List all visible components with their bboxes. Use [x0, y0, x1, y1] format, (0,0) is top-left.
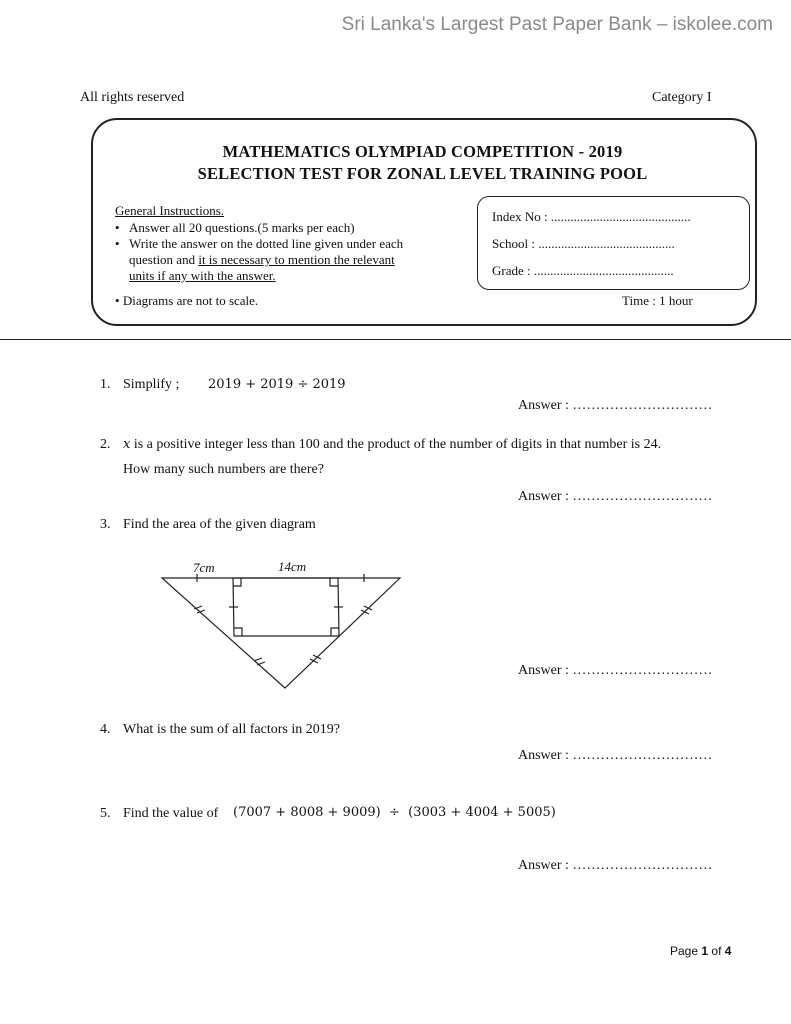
footer-page-total: 4: [724, 944, 732, 958]
question-number: 1.: [100, 377, 111, 392]
question-number: 3.: [100, 517, 111, 532]
school-field[interactable]: School : ..........................................: [492, 236, 675, 251]
tick-mark: [254, 658, 262, 661]
instruction-emphasis: units if any with the answer.: [129, 268, 276, 283]
question-text: [123, 437, 661, 453]
question-math: (7007 + 8008 + 9009) ÷ (3003 + 4004 + 5005): [233, 805, 556, 820]
instruction-text: Diagrams are not to scale.: [122, 293, 259, 308]
instruction-item: • Answer all 20 questions.(5 marks per each): [115, 220, 355, 235]
instruction-item: • Diagrams are not to scale.: [115, 293, 259, 308]
question-math: 2019 + 2019 ÷ 2019: [208, 377, 346, 392]
question-text: Find the area of the given diagram: [123, 517, 316, 532]
category-label: Category I: [652, 90, 712, 105]
footer-page-number: 1: [701, 944, 709, 958]
question-text-line2: How many such numbers are there?: [123, 462, 324, 477]
title-line-1: MATHEMATICS OLYMPIAD COMPETITION - 2019: [222, 142, 623, 161]
label-7cm: 7cm: [193, 560, 215, 575]
watermark: Sri Lanka's Largest Past Paper Bank – iskolee.com: [341, 14, 773, 35]
grade-field[interactable]: Grade : ...........................................: [492, 263, 674, 278]
question-number: 2.: [100, 437, 111, 452]
instruction-text: question and: [129, 252, 199, 267]
triangle-shape: [162, 578, 400, 688]
answer-line[interactable]: Answer : …………………………: [518, 858, 713, 873]
question-variable: x: [123, 437, 131, 452]
instruction-emphasis: it is necessary to mention the relevant: [198, 252, 395, 267]
instructions-list: [115, 220, 403, 284]
question-number: 5.: [100, 806, 111, 821]
time-allowed: Time : 1 hour: [622, 293, 693, 308]
triangle-rectangle-diagram: [150, 555, 420, 695]
instruction-text: Answer all 20 questions.(5 marks per each): [129, 220, 355, 235]
label-14cm: 14cm: [278, 559, 307, 574]
answer-line[interactable]: Answer : …………………………: [518, 398, 713, 413]
right-angle-mark: [330, 578, 338, 586]
instruction-continuation: [115, 252, 403, 268]
right-angle-mark: [233, 578, 241, 586]
tick-mark: [313, 655, 321, 659]
answer-line[interactable]: Answer : …………………………: [518, 663, 713, 678]
question-text-body: is a positive integer less than 100 and the product of the number of digits in that number is 24.: [130, 437, 662, 452]
instructions-heading: General Instructions.: [115, 203, 225, 218]
rectangle-shape: [233, 578, 339, 636]
instruction-continuation: [115, 268, 403, 284]
title-line-2: SELECTION TEST FOR ZONAL LEVEL TRAINING POOL: [197, 164, 648, 183]
instruction-text: Write the answer on the dotted line given under each: [129, 236, 404, 251]
right-angle-mark: [234, 628, 242, 636]
footer-of-word: of: [711, 944, 722, 958]
question-text: What is the sum of all factors in 2019?: [123, 722, 340, 737]
question-text: Find the value of: [123, 806, 219, 821]
index-no-field[interactable]: Index No : ...........................................: [492, 209, 691, 224]
instruction-item: • Write the answer on the dotted line given under each: [115, 236, 404, 251]
question-text: Simplify ;: [123, 377, 180, 392]
rights-notice: All rights reserved: [80, 90, 185, 105]
answer-line[interactable]: Answer : …………………………: [518, 489, 713, 504]
question-number: 4.: [100, 722, 111, 737]
right-angle-mark: [331, 628, 339, 636]
answer-line[interactable]: Answer : …………………………: [518, 748, 713, 763]
page-footer: [670, 944, 731, 958]
separator-line: [0, 339, 791, 340]
footer-page-word: Page: [670, 944, 699, 958]
